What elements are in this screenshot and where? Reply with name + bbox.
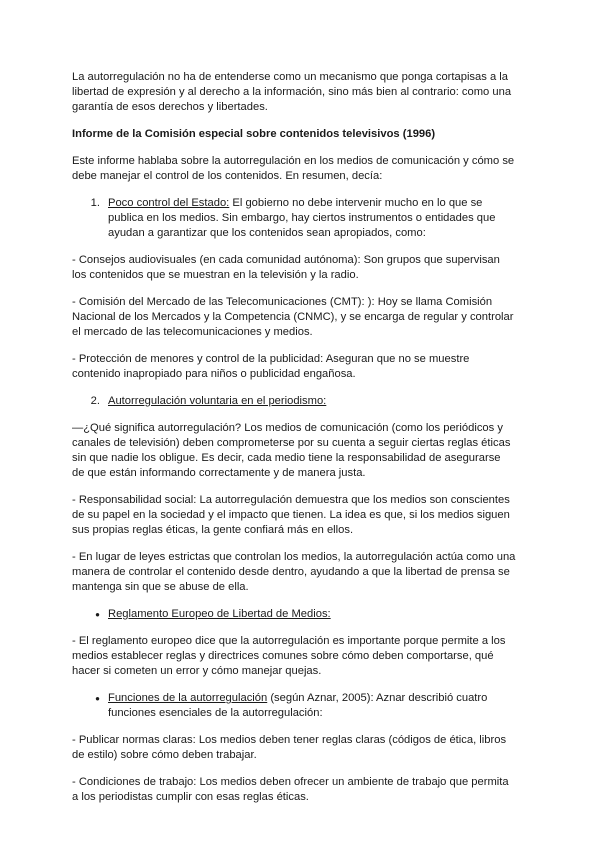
cmt-paragraph: - Comisión del Mercado de las Telecomunicaciones (CMT): ): Hoy se llama Comisión Nacional de los Mercados y la Competencia (CNMC), y se encarga de regular y controlar el mercado de las telecomunicaciones y medios. — [72, 296, 514, 338]
bullet-item-content — [108, 691, 516, 721]
intro-paragraph: La autorregulación no ha de entenderse como un mecanismo que ponga cortapisas a la libertad de expresión y al derecho a la información, sino más bien al contrario: como una garantía de esos derechos y libertades. — [72, 71, 512, 113]
bullet-icon: ● — [95, 694, 100, 703]
normas-paragraph: - Publicar normas claras: Los medios deben tener reglas claras (códigos de ética, libros de estilo) sobre cómo deben trabajar. — [72, 734, 507, 761]
bullet-item-2 — [72, 691, 516, 721]
item-text: El gobierno no debe intervenir mucho en lo que se publica en los medios. Sin embargo, hay ciertos instrumentos o entidades que ayudan a garantizar que los contenidos sean apropiados, como: — [108, 197, 496, 239]
list-number: 2. — [90, 395, 100, 407]
condiciones-paragraph: - Condiciones de trabajo: Los medios deben ofrecer un ambiente de trabajo que permita a los periodistas cumplir con esas reglas éticas. — [72, 776, 509, 803]
responsabilidad-paragraph: - Responsabilidad social: La autorregulación demuestra que los medios son conscientes de su papel en la sociedad y el impacto que tienen. La idea es que, si los medios siguen sus propias reglas éticas, la gente confiará más en ellos. — [72, 494, 510, 536]
definition-paragraph: —¿Qué significa autorregulación? Los medios de comunicación (como los periódicos y canales de televisión) deben comprometerse por su cuenta a seguir ciertas reglas éticas sin que nadie los obligue. Es decir, cada medio tiene la responsabilidad de asegurarse de que están informando correctamente y de manera justa. — [72, 422, 511, 479]
item-title: Poco control del Estado: — [108, 197, 230, 209]
consejos-paragraph: - Consejos audiovisuales (en cada comunidad autónoma): Son grupos que supervisan los contenidos que se muestran en la televisión y la radio. — [72, 254, 500, 281]
list-number: 1. — [90, 197, 100, 209]
proteccion-paragraph: - Protección de menores y control de la publicidad: Aseguran que no se muestre contenido inapropiado para niños o publicidad engañosa. — [72, 353, 470, 380]
numbered-item-1 — [72, 196, 516, 241]
bullet-item-1 — [72, 607, 516, 622]
item-title: Reglamento Europeo de Libertad de Medios: — [108, 608, 331, 620]
numbered-item-content — [108, 394, 516, 409]
numbered-item-content — [108, 196, 516, 241]
reglamento-paragraph: - El reglamento europeo dice que la autorregulación es importante porque permite a los medios establecer reglas y directrices comunes sobre cómo deben comportarse, qué hacer si cometen un error y cómo manejar quejas. — [72, 635, 506, 677]
report-summary-paragraph: Este informe hablaba sobre la autorregulación en los medios de comunicación y cómo se debe manejar el control de los contenidos. En resumen, decía: — [72, 155, 515, 182]
item-title: Autorregulación voluntaria en el periodismo: — [108, 395, 327, 407]
item-title: Funciones de la autorregulación — [108, 692, 268, 704]
leyes-paragraph: - En lugar de leyes estrictas que controlan los medios, la autorregulación actúa como una manera de controlar el contenido desde dentro, ayudando a que la libertad de prensa se mantenga sin que se abuse de ella. — [72, 551, 516, 593]
section-heading: Informe de la Comisión especial sobre contenidos televisivos (1996) — [72, 128, 436, 140]
bullet-icon: ● — [95, 610, 100, 619]
bullet-item-content — [108, 607, 516, 622]
numbered-item-2 — [72, 394, 516, 409]
item-text: (según Aznar, 2005): Aznar describió cuatro funciones esenciales de la autorregulación: — [108, 692, 488, 719]
